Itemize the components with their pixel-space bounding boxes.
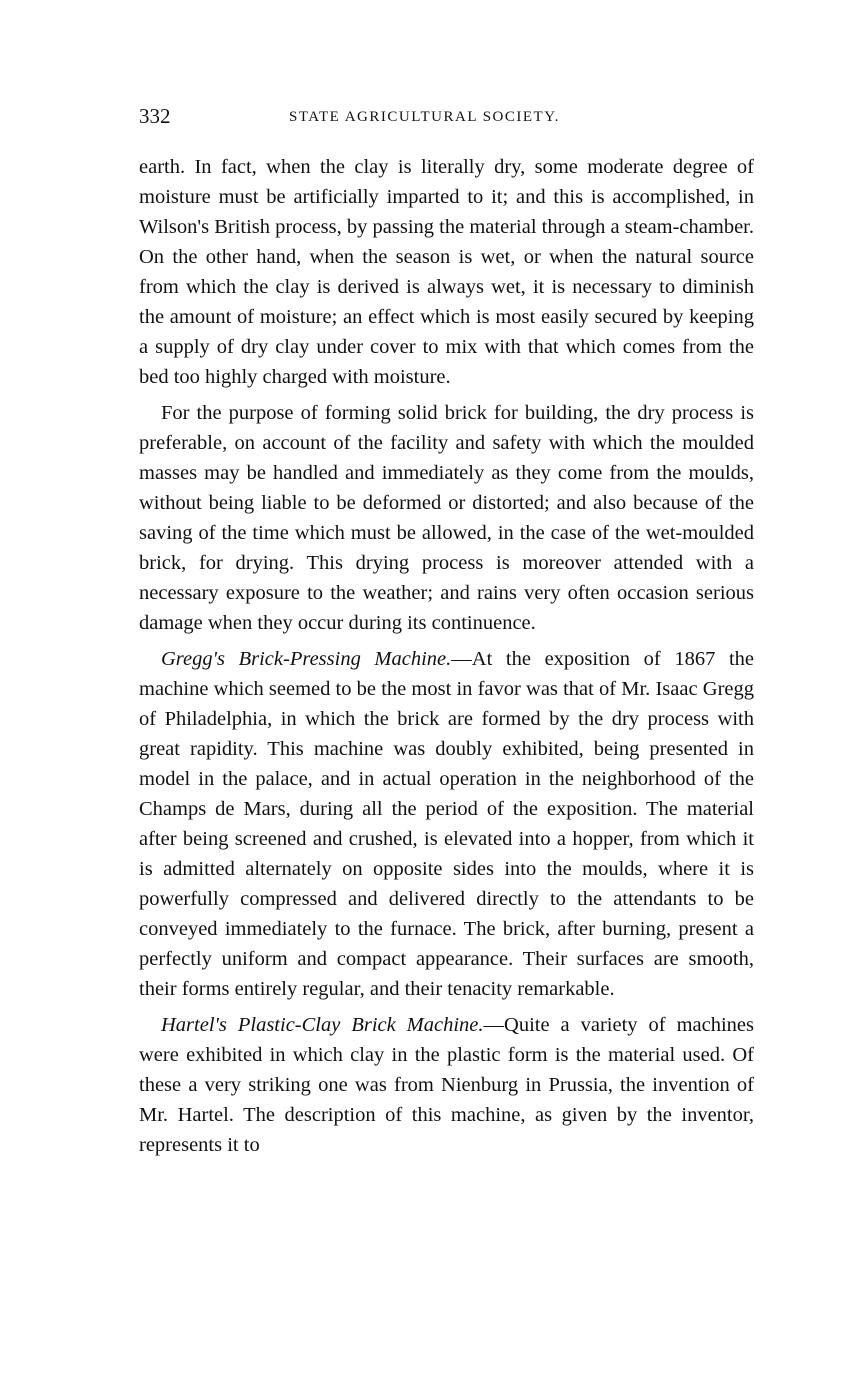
paragraph-gregg-machine: [139, 644, 754, 1004]
paragraph-text: For the purpose of forming solid brick for building, the dry process is preferable, on account of the facility and safety with which the moulded masses may be handled and immediately as they come from the moulds, without being liable to be deformed or distorted; and also because of the saving of the time which must be allowed, in the case of the wet-moulded brick, for drying. This drying process is moreover attended with a necessary exposure to the weather; and rains very often occasion serious damage when they occur during its continuence.: [139, 402, 754, 634]
page-number: 332: [139, 104, 171, 128]
paragraph-continuation: [139, 152, 754, 392]
paragraph-text: —At the exposition of 1867 the machine which seemed to be the most in favor was that of Mr. Isaac Gregg of Philadelphia, in which the brick are formed by the dry process with great rapidity. This machine was doubly exhibited, being presented in model in the palace, and in actual operation in the neighborhood of the Champs de Mars, during all the period of the exposition. The material after being screened and crushed, is elevated into a hopper, from which it is admitted alternately on opposite sides into the moulds, where it is powerfully compressed and delivered directly to the attendants to be conveyed immediately to the furnace. The brick, after burning, present a perfectly uniform and compact appearance. Their surfaces are smooth, their forms entirely regular, and their tenacity remarkable.: [139, 648, 754, 1000]
body-text: [139, 152, 754, 1166]
section-lead-heading: Gregg's Brick-Pressing Machine.: [161, 648, 452, 670]
paragraph-dry-process: [139, 398, 754, 638]
paragraph-text: earth. In fact, when the clay is literally dry, some moderate degree of moisture must be artificially imparted to it; and this is accomplished, in Wilson's British process, by passing the material through a steam-chamber. On the other hand, when the season is wet, or when the natural source from which the clay is derived is always wet, it is necessary to diminish the amount of moisture; an effect which is most easily secured by keeping a supply of dry clay under cover to mix with that which comes from the bed too highly charged with moisture.: [139, 156, 754, 388]
paragraph-text: —Quite a variety of machines were exhibited in which clay in the plastic form is the material used. Of these a very striking one was from Nienburg in Prussia, the invention of Mr. Hartel. The description of this machine, as given by the inventor, represents it to: [139, 1014, 754, 1156]
section-lead-heading: Hartel's Plastic-Clay Brick Machine.: [161, 1014, 484, 1036]
paragraph-hartel-machine: [139, 1010, 754, 1160]
running-title: STATE AGRICULTURAL SOCIETY.: [289, 109, 560, 125]
running-head: [139, 104, 754, 128]
